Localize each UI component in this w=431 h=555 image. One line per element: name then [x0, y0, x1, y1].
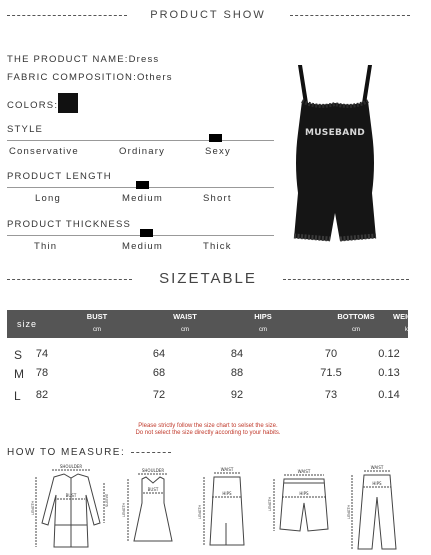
- divider: [131, 452, 171, 453]
- product-show-header: [0, 5, 416, 25]
- svg-text:HIPS: HIPS: [372, 481, 382, 486]
- size-notice-line-1: Please strictly follow the size chart to selset the size.: [138, 423, 278, 429]
- svg-text:LENGTH: LENGTH: [347, 504, 351, 519]
- svg-text:SHOULDER: SHOULDER: [59, 464, 83, 469]
- fabric-value: Others: [136, 72, 173, 83]
- divider: [290, 15, 410, 16]
- svg-text:LENGTH: LENGTH: [268, 496, 272, 511]
- column-bottoms: BOTTOMS cm: [337, 312, 375, 333]
- fabric-row: [7, 72, 173, 83]
- length-marker: [136, 181, 149, 189]
- jacket-measure-icon: [24, 463, 112, 551]
- shorts-measure-icon: [266, 463, 342, 551]
- length-option-medium: Medium: [122, 193, 163, 204]
- product-print-text: MUSEBAND: [304, 128, 366, 138]
- size-notice-line-2: Do not select the size directly according to your habits.: [135, 430, 281, 436]
- style-scale-bar: [7, 140, 274, 141]
- table-row: M 78 68 88 71.5 0.13: [14, 367, 400, 381]
- color-swatch-black[interactable]: [58, 93, 78, 113]
- svg-text:WAIST: WAIST: [297, 469, 311, 474]
- column-bust: BUST cm: [86, 312, 108, 333]
- svg-text:BUST: BUST: [147, 487, 159, 492]
- svg-text:LENGTH: LENGTH: [31, 500, 35, 515]
- colors-label: COLORS:: [7, 100, 59, 111]
- dress-measure-icon: [118, 463, 188, 551]
- svg-text:LENGTH: LENGTH: [122, 502, 126, 517]
- style-option-ordinary: Ordinary: [119, 146, 166, 157]
- sizetable-title: SIZETABLE: [159, 270, 257, 287]
- style-option-conservative: Conservative: [9, 146, 79, 157]
- product-name-label: THE PRODUCT NAME:: [7, 54, 129, 65]
- skirt-measure-icon: [196, 463, 258, 551]
- svg-text:HIPS: HIPS: [299, 491, 309, 496]
- thickness-marker: [140, 229, 153, 237]
- thickness-option-thin: Thin: [34, 241, 58, 252]
- column-weight: WEIGHT kg: [393, 312, 423, 333]
- size-table-header: [7, 310, 423, 338]
- style-marker: [209, 134, 222, 142]
- length-option-short: Short: [203, 193, 232, 204]
- length-option-long: Long: [35, 193, 61, 204]
- product-name-row: [7, 54, 159, 65]
- trousers-measure-icon: [346, 463, 410, 551]
- product-show-title: PRODUCT SHOW: [150, 9, 266, 21]
- svg-text:HIPS: HIPS: [222, 491, 232, 496]
- svg-text:BUST: BUST: [65, 493, 77, 498]
- table-row: L 82 72 92 73 0.14: [14, 389, 400, 403]
- column-hips: HIPS cm: [254, 312, 272, 333]
- column-waist: WAIST cm: [173, 312, 197, 333]
- divider: [283, 279, 409, 280]
- sizetable-header: [0, 268, 416, 290]
- size-column-header: size: [16, 319, 37, 329]
- length-label: PRODUCT LENGTH: [7, 171, 112, 182]
- table-row: S 74 64 84 70 0.12: [14, 348, 400, 362]
- style-label: STYLE: [7, 124, 44, 135]
- svg-text:SLEEVE: SLEEVE: [105, 493, 109, 507]
- product-name-value: Dress: [128, 54, 160, 65]
- style-option-sexy: Sexy: [205, 146, 231, 157]
- svg-text:SHOULDER: SHOULDER: [141, 468, 165, 473]
- svg-text:WAIST: WAIST: [370, 465, 384, 470]
- svg-text:WAIST: WAIST: [220, 467, 234, 472]
- how-to-measure-title: HOW TO MEASURE:: [7, 447, 171, 458]
- thickness-option-medium: Medium: [122, 241, 163, 252]
- thickness-label: PRODUCT THICKNESS: [7, 219, 132, 230]
- fabric-label: FABRIC COMPOSITION:: [7, 72, 137, 83]
- product-image: [268, 63, 402, 263]
- thickness-option-thick: Thick: [203, 241, 232, 252]
- svg-text:LENGTH: LENGTH: [198, 504, 202, 519]
